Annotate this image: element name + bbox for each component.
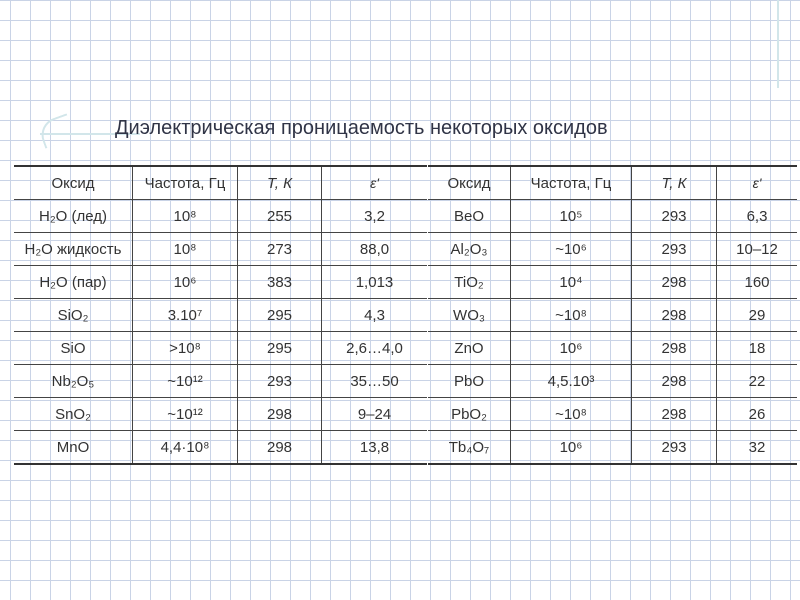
cell-oxide: SiO	[14, 332, 133, 365]
cell-permittivity: 4,3	[322, 299, 428, 332]
cell-temperature: 295	[238, 299, 322, 332]
table-header-row	[428, 166, 797, 200]
table-row	[14, 431, 427, 465]
cell-permittivity: 35…50	[322, 365, 428, 398]
cell-permittivity: 2,6…4,0	[322, 332, 428, 365]
cell-oxide: ZnO	[428, 332, 511, 365]
cell-permittivity: 10–12	[717, 233, 798, 266]
cell-temperature: 293	[238, 365, 322, 398]
cell-oxide: H₂O (лед)	[14, 200, 133, 233]
cell-permittivity: 9–24	[322, 398, 428, 431]
cell-frequency: 3.10⁷	[133, 299, 238, 332]
cell-oxide: H₂O (пар)	[14, 266, 133, 299]
cell-temperature: 298	[632, 332, 717, 365]
cell-oxide: Al₂O₃	[428, 233, 511, 266]
table-row	[14, 398, 427, 431]
cell-permittivity: 13,8	[322, 431, 428, 465]
header-temperature: T, К	[632, 166, 717, 200]
cell-permittivity: 160	[717, 266, 798, 299]
cell-frequency: 4,5.10³	[511, 365, 632, 398]
table-row	[428, 200, 797, 233]
table-row	[14, 200, 427, 233]
table-row	[428, 299, 797, 332]
cell-permittivity: 88,0	[322, 233, 428, 266]
cell-temperature: 273	[238, 233, 322, 266]
cell-frequency: 10⁶	[133, 266, 238, 299]
cell-temperature: 255	[238, 200, 322, 233]
cell-permittivity: 6,3	[717, 200, 798, 233]
cell-frequency: 10⁸	[133, 200, 238, 233]
table-row	[428, 431, 797, 465]
cell-temperature: 298	[632, 398, 717, 431]
cell-frequency: 10⁶	[511, 431, 632, 465]
header-frequency: Частота, Гц	[133, 166, 238, 200]
cell-temperature: 298	[632, 266, 717, 299]
cell-oxide: SnO₂	[14, 398, 133, 431]
table-row	[14, 233, 427, 266]
slide-title: Диэлектрическая проницаемость некоторых оксидов	[115, 117, 608, 139]
cell-frequency: 10⁶	[511, 332, 632, 365]
cell-frequency: ~10⁸	[511, 299, 632, 332]
oxide-table-left	[14, 165, 427, 465]
header-oxide: Оксид	[428, 166, 511, 200]
cell-temperature: 298	[238, 431, 322, 465]
cell-temperature: 298	[632, 299, 717, 332]
cell-frequency: 10⁵	[511, 200, 632, 233]
cell-frequency: 10⁴	[511, 266, 632, 299]
oxide-table-right	[428, 165, 797, 465]
cell-permittivity: 1,013	[322, 266, 428, 299]
decorative-vertical-line	[777, 0, 779, 88]
cell-oxide: PbO	[428, 365, 511, 398]
cell-temperature: 293	[632, 233, 717, 266]
cell-oxide: Nb₂O₅	[14, 365, 133, 398]
cell-permittivity: 26	[717, 398, 798, 431]
table-row	[14, 365, 427, 398]
cell-permittivity: 29	[717, 299, 798, 332]
cell-temperature: 293	[632, 200, 717, 233]
header-permittivity: ε'	[322, 166, 428, 200]
cell-oxide: SiO₂	[14, 299, 133, 332]
cell-temperature: 298	[632, 365, 717, 398]
header-oxide: Оксид	[14, 166, 133, 200]
cell-oxide: MnO	[14, 431, 133, 465]
table-row	[14, 299, 427, 332]
cell-frequency: 4,4·10⁸	[133, 431, 238, 465]
table-row	[14, 332, 427, 365]
cell-frequency: >10⁸	[133, 332, 238, 365]
header-frequency: Частота, Гц	[511, 166, 632, 200]
cell-oxide: BeO	[428, 200, 511, 233]
table-row	[428, 398, 797, 431]
table-row	[428, 365, 797, 398]
cell-oxide: TiO₂	[428, 266, 511, 299]
cell-frequency: ~10¹²	[133, 365, 238, 398]
table-row	[428, 332, 797, 365]
header-permittivity: ε'	[717, 166, 798, 200]
cell-oxide: PbO₂	[428, 398, 511, 431]
header-temperature: T, К	[238, 166, 322, 200]
table-row	[14, 266, 427, 299]
table-row	[428, 233, 797, 266]
cell-temperature: 383	[238, 266, 322, 299]
cell-permittivity: 22	[717, 365, 798, 398]
cell-frequency: ~10¹²	[133, 398, 238, 431]
cell-temperature: 293	[632, 431, 717, 465]
table-row	[428, 266, 797, 299]
cell-oxide: WO₃	[428, 299, 511, 332]
cell-permittivity: 32	[717, 431, 798, 465]
table-header-row	[14, 166, 427, 200]
cell-frequency: ~10⁶	[511, 233, 632, 266]
cell-permittivity: 3,2	[322, 200, 428, 233]
cell-frequency: ~10⁸	[511, 398, 632, 431]
cell-temperature: 295	[238, 332, 322, 365]
cell-oxide: Tb₄O₇	[428, 431, 511, 465]
cell-temperature: 298	[238, 398, 322, 431]
cell-oxide: H₂O жидкость	[14, 233, 133, 266]
cell-permittivity: 18	[717, 332, 798, 365]
decorative-curl	[37, 113, 76, 148]
cell-frequency: 10⁸	[133, 233, 238, 266]
